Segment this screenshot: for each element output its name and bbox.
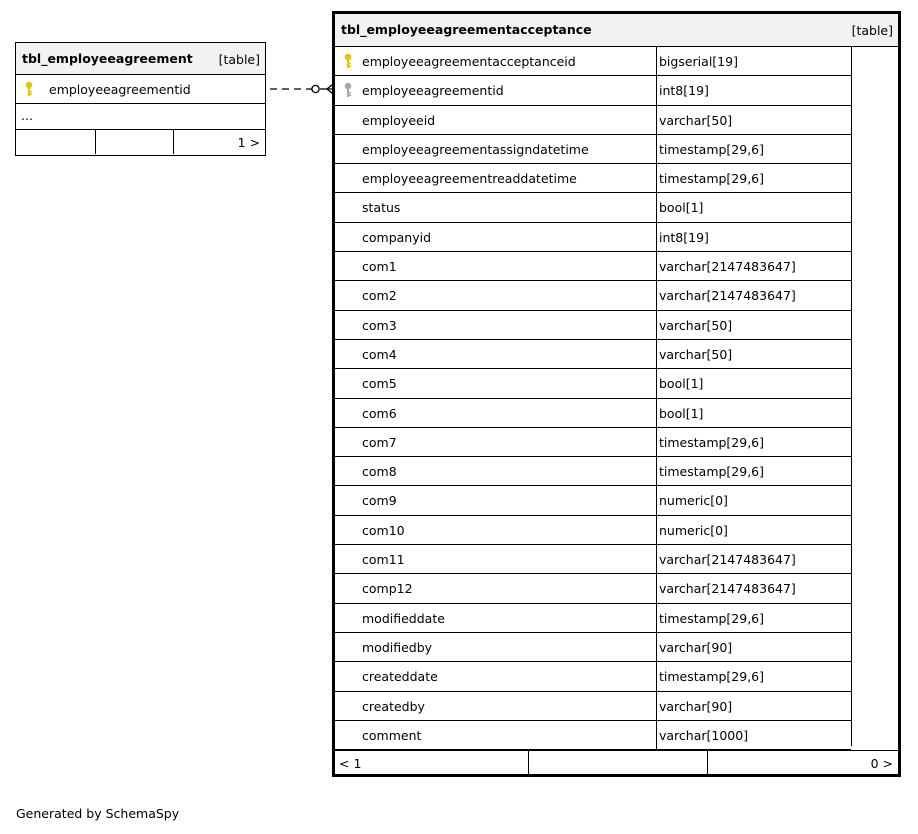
column-name: com11	[362, 552, 405, 568]
parents-count[interactable]: < 1	[339, 756, 362, 772]
column-name: employeeagreementacceptanceid	[362, 54, 576, 69]
column-type: varchar[50]	[659, 112, 733, 128]
column-row[interactable]	[335, 281, 851, 310]
children-count[interactable]: 1 >	[237, 135, 260, 150]
column-type: bigserial[19]	[659, 54, 738, 69]
column-type: varchar[2147483647]	[659, 552, 796, 568]
column-row[interactable]	[335, 164, 851, 193]
column-type: varchar[2147483647]	[659, 259, 796, 275]
column-name: com9	[362, 493, 397, 509]
column-row[interactable]	[335, 721, 851, 750]
column-type: numeric[0]	[659, 522, 728, 538]
column-name: createddate	[362, 669, 438, 685]
column-type: timestamp[29,6]	[659, 171, 765, 187]
column-name: com3	[362, 317, 397, 333]
column-row[interactable]	[335, 457, 851, 486]
column-row[interactable]	[335, 252, 851, 281]
column-name: com8	[362, 464, 397, 480]
table-kind: [table]	[218, 52, 260, 67]
column-name: com7	[362, 434, 397, 450]
column-row[interactable]	[335, 662, 851, 691]
table-footer	[16, 130, 265, 154]
column-name: employeeid	[362, 112, 436, 128]
table-employeeagreement[interactable]	[15, 42, 266, 156]
column-name: com2	[362, 288, 397, 304]
column-name: employeeagreementassigndatetime	[362, 141, 589, 157]
column-name: employeeagreementid	[49, 82, 191, 97]
table-footer	[335, 750, 898, 777]
optional-circle	[312, 85, 319, 92]
column-row[interactable]	[335, 633, 851, 662]
children-count[interactable]: 0 >	[870, 756, 893, 772]
column-row[interactable]	[335, 135, 851, 164]
column-row[interactable]	[335, 692, 851, 721]
column-name: companyid	[362, 229, 432, 245]
column-type: numeric[0]	[659, 493, 728, 509]
column-row[interactable]	[335, 106, 851, 135]
column-row[interactable]	[335, 604, 851, 633]
column-name: comp12	[362, 581, 413, 597]
column-name: createdby	[362, 698, 425, 714]
column-row[interactable]	[335, 223, 851, 252]
column-row[interactable]	[335, 340, 851, 369]
table-header	[16, 43, 265, 75]
column-name: com4	[362, 346, 397, 362]
column-type: varchar[1000]	[659, 727, 749, 743]
column-type: varchar[2147483647]	[659, 288, 796, 304]
column-name: com6	[362, 405, 397, 421]
column-type: timestamp[29,6]	[659, 610, 765, 626]
primary-key-icon	[25, 81, 33, 97]
table-name[interactable]: tbl_employeeagreementacceptance	[341, 22, 592, 37]
column-type: varchar[90]	[659, 698, 733, 714]
column-row[interactable]	[335, 428, 851, 457]
column-row[interactable]	[335, 47, 851, 76]
column-type: varchar[2147483647]	[659, 581, 796, 597]
column-type: bool[1]	[659, 405, 704, 421]
column-row[interactable]	[335, 193, 851, 222]
column-row[interactable]	[335, 574, 851, 603]
column-name: employeeagreementid	[362, 83, 504, 99]
column-type: int8[19]	[659, 83, 709, 99]
column-row[interactable]	[335, 76, 851, 105]
ellipsis: ...	[21, 108, 33, 123]
column-type: timestamp[29,6]	[659, 669, 765, 685]
column-type: timestamp[29,6]	[659, 464, 765, 480]
column-type: timestamp[29,6]	[659, 434, 765, 450]
column-name: comment	[362, 727, 422, 743]
generated-by-caption: Generated by SchemaSpy	[16, 806, 180, 821]
column-name: com1	[362, 259, 397, 275]
column-name: employeeagreementreaddatetime	[362, 171, 577, 187]
column-row[interactable]	[335, 516, 851, 545]
column-row[interactable]	[335, 486, 851, 515]
column-name: modifieddate	[362, 610, 445, 626]
column-row[interactable]	[335, 399, 851, 428]
ellipsis-row	[16, 104, 265, 130]
table-employeeagreementacceptance[interactable]	[332, 11, 901, 777]
column-type: int8[19]	[659, 229, 709, 245]
column-type: varchar[90]	[659, 639, 733, 655]
primary-key-icon	[344, 53, 352, 69]
column-type: varchar[50]	[659, 346, 733, 362]
column-row[interactable]	[16, 75, 265, 104]
column-type: timestamp[29,6]	[659, 141, 765, 157]
foreign-key-icon	[344, 82, 352, 98]
column-name: modifiedby	[362, 639, 433, 655]
column-type: bool[1]	[659, 376, 704, 392]
column-type: bool[1]	[659, 200, 704, 216]
table-kind: [table]	[851, 23, 893, 38]
column-row[interactable]	[335, 369, 851, 398]
column-name: com5	[362, 376, 397, 392]
table-header	[335, 14, 898, 47]
column-name: status	[362, 200, 401, 216]
column-name: com10	[362, 522, 405, 538]
table-name[interactable]: tbl_employeeagreement	[22, 51, 193, 66]
column-type: varchar[50]	[659, 317, 733, 333]
column-row[interactable]	[335, 311, 851, 340]
column-row[interactable]	[335, 545, 851, 574]
